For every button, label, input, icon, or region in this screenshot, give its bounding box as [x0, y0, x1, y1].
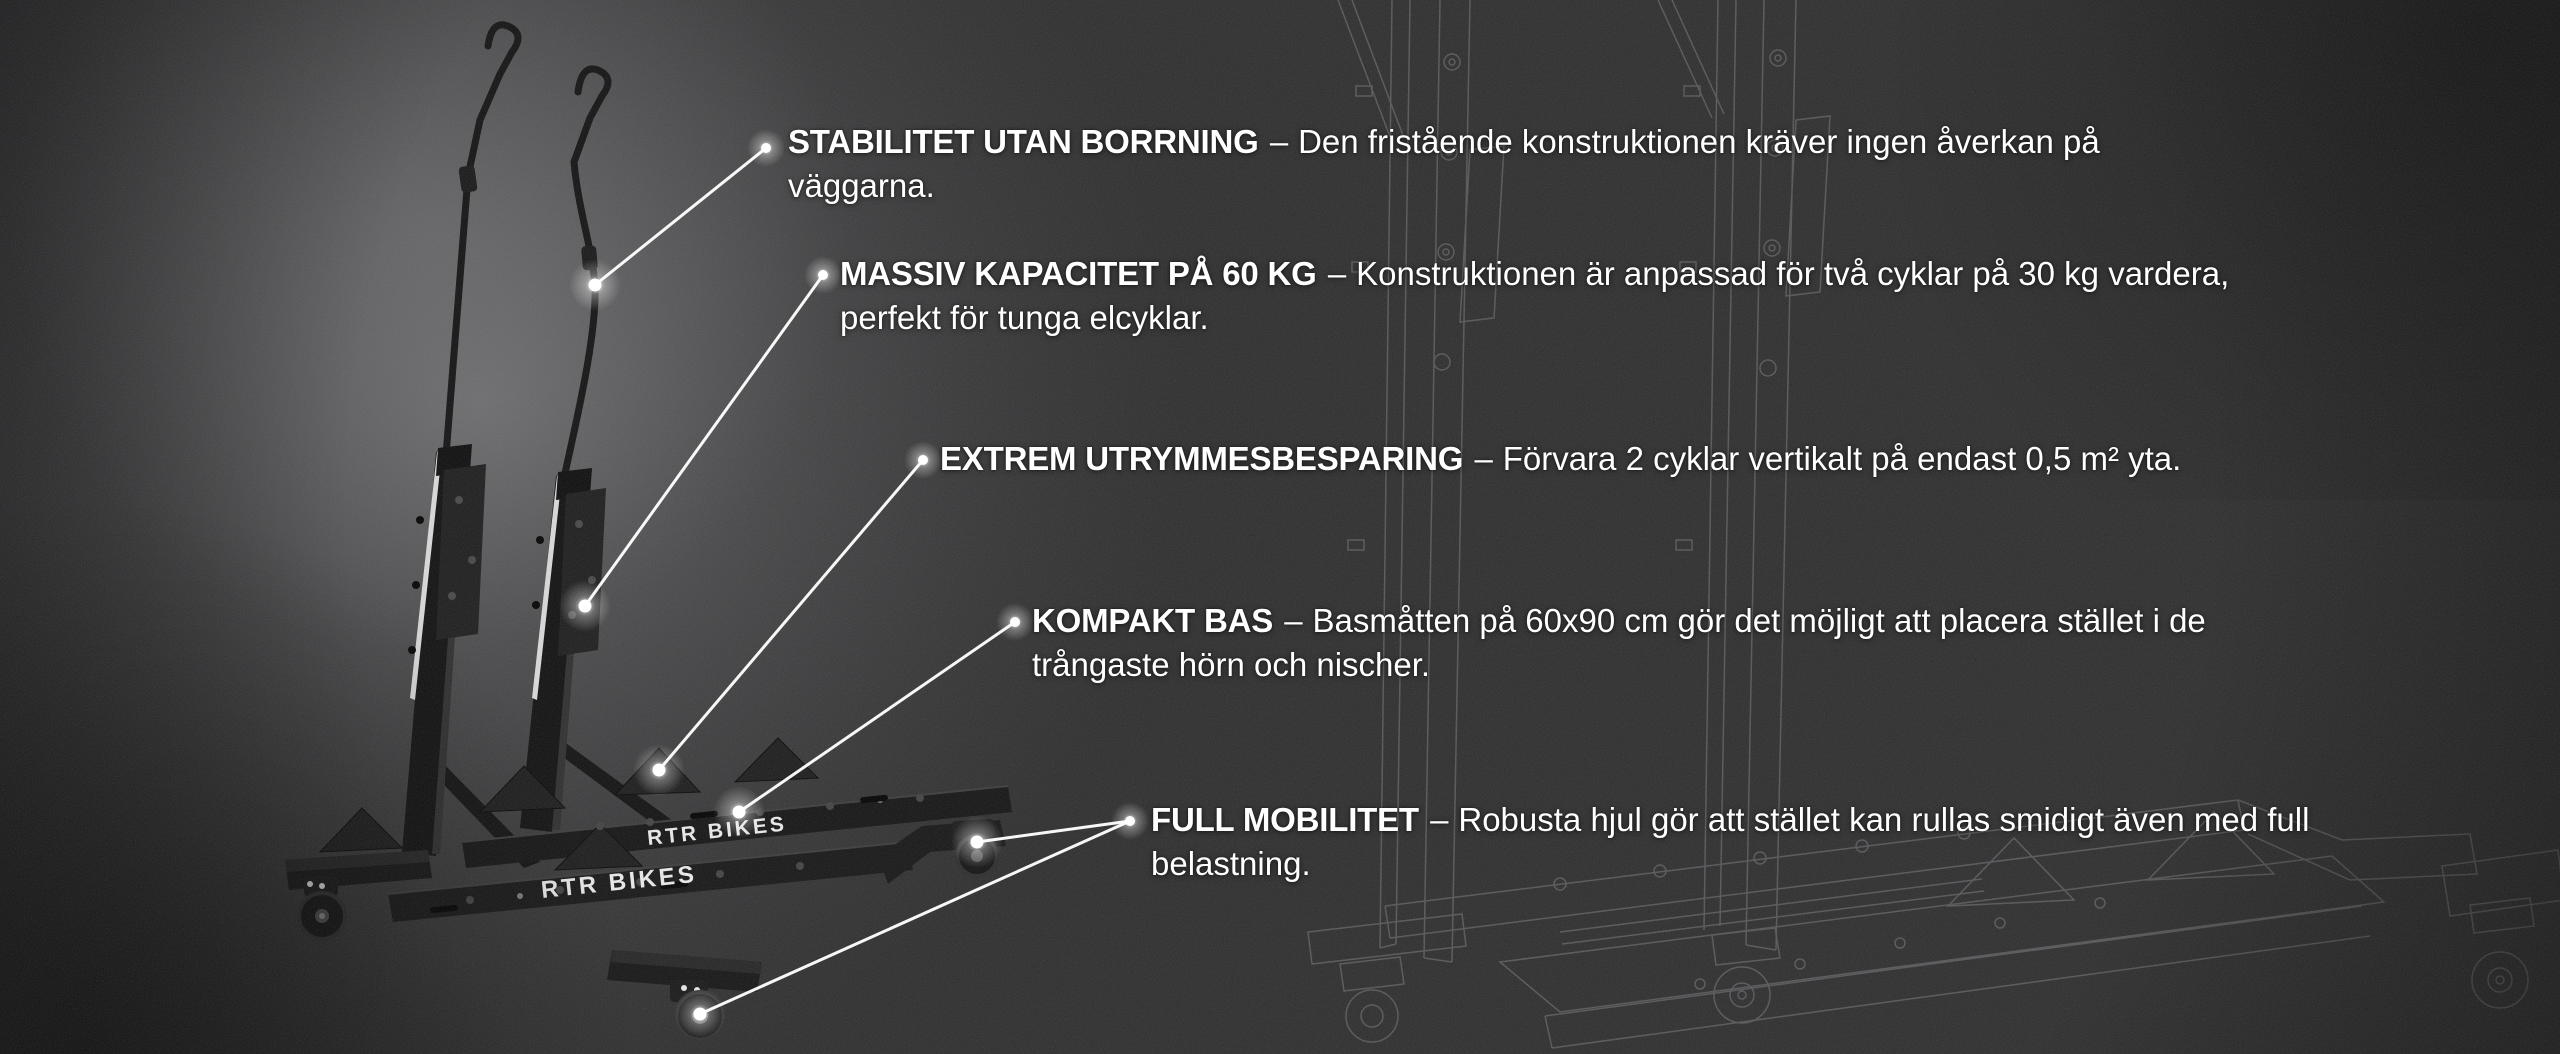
anchor-dot-mobility-front	[694, 1008, 707, 1021]
callout-dash: –	[1474, 440, 1493, 477]
anchor-dot-compact-base	[733, 806, 746, 819]
callout-title: EXTREM UTRYMMESBESPARING	[940, 440, 1464, 477]
callout-body-line2: perfekt för tunga elcyklar.	[840, 299, 1209, 336]
bullet-dot-compact-base	[1010, 617, 1020, 627]
callout-body-line1: Den fristående konstruktionen kräver ingen åverkan på	[1298, 123, 2100, 160]
callout-dash: –	[1430, 801, 1449, 838]
bullet-dot-space-saving	[918, 455, 928, 465]
callout-capacity	[840, 252, 2229, 340]
anchor-dot-stability	[589, 279, 602, 292]
callout-dash: –	[1269, 123, 1289, 160]
bullet-dot-stability	[761, 143, 771, 153]
callout-dash: –	[1327, 255, 1347, 292]
callout-compact-base	[1032, 599, 2206, 687]
callout-title: MASSIV KAPACITET PÅ 60 KG	[840, 255, 1317, 292]
callout-dash: –	[1284, 602, 1303, 639]
callout-body-line1: Robusta hjul gör att stället kan rullas smidigt även med full	[1458, 801, 2310, 838]
callout-space-saving	[940, 437, 2181, 481]
callout-stability	[788, 120, 2100, 208]
callout-mobility	[1151, 798, 2309, 886]
bullet-dot-mobility	[1125, 816, 1135, 826]
anchor-dot-mobility-rear	[971, 836, 984, 849]
bullet-dot-capacity	[818, 270, 828, 280]
anchor-dot-capacity	[579, 600, 592, 613]
callout-title: STABILITET UTAN BORRNING	[788, 123, 1259, 160]
anchor-dot-space-saving	[653, 764, 666, 777]
callout-body-line2: trångaste hörn och nischer.	[1032, 646, 1431, 683]
callout-body-line1: Förvara 2 cyklar vertikalt på endast 0,5 m² yta.	[1502, 440, 2182, 477]
callout-body-line2: belastning.	[1151, 845, 1311, 882]
callout-title: KOMPAKT BAS	[1032, 602, 1274, 639]
callout-title: FULL MOBILITET	[1151, 801, 1419, 838]
callout-body-line1: Konstruktionen är anpassad för två cyklar på 30 kg vardera,	[1356, 255, 2230, 292]
callout-body-line1: Basmåtten på 60x90 cm gör det möjligt att placera stället i de	[1312, 602, 2206, 639]
callout-body-line2: väggarna.	[788, 167, 935, 204]
